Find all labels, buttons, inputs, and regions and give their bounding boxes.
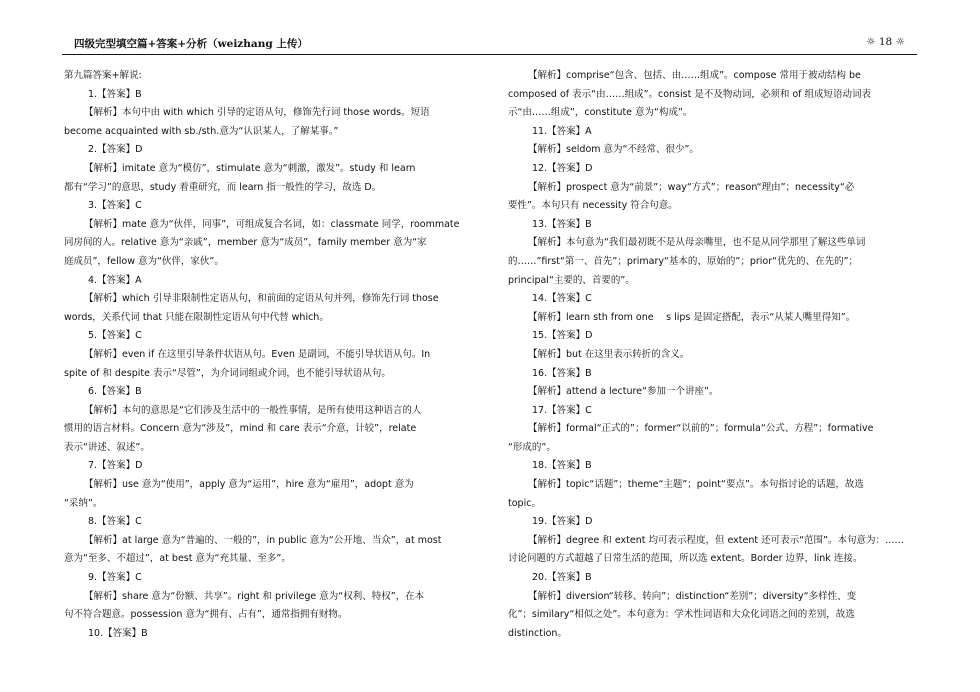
text-line: 【解析】formal“正式的”；former“以前的”；formula“公式、方程”；formative	[528, 423, 874, 435]
text-line: 同房间的人。relative 意为“亲戚”，member 意为“成员”，family member 意为“家	[64, 237, 427, 249]
text-line: 14.【答案】C	[532, 293, 592, 305]
text-line: 讨论问题的方式超越了日常生活的范围，所以选 extent。Border 边界，link 连接。	[508, 553, 863, 565]
right-column	[508, 67, 916, 643]
text-line: 【解析】seldom 意为“不经常、很少”。	[528, 144, 699, 156]
text-line: 【解析】degree 和 extent 均可表示程度，但 extent 还可表示“范围”。本句意为：……	[528, 534, 904, 546]
text-line: 都有“学习”的意思，study 着重研究，而 learn 指一般性的学习，故选 D。	[64, 181, 382, 193]
text-line: 【解析】topic“话题”；theme“主题”；point“要点”。本句指讨论的话题，故选	[528, 479, 864, 491]
text-line: 3.【答案】C	[88, 200, 142, 212]
text-line: 4.【答案】A	[88, 274, 142, 286]
text-line: words，关系代词 that 只能在限制性定语从句中代替 which。	[64, 311, 329, 323]
text-line: 13.【答案】B	[532, 218, 592, 230]
text-line: 【解析】本句中由 with which 引导的定语从句，修饰先行词 those words。短语	[84, 107, 430, 119]
text-line: 第九篇答案+解说:	[64, 70, 142, 81]
text-line: topic。	[508, 497, 541, 509]
text-line: 【解析】本句的意思是“它们涉及生活中的一般性事情，是所有使用这种语言的人	[84, 404, 422, 416]
text-line: 【解析】which 引导非限制性定语从句，和前面的定语从句并列，修饰先行词 those	[84, 293, 439, 305]
text-line: 1.【答案】B	[88, 88, 142, 100]
text-line: 示“由……组成”，constitute 意为“构成”。	[508, 107, 693, 119]
text-line: 5.【答案】C	[88, 330, 142, 342]
text-line: 意为“至多、不超过”，at best 意为“充其量、至多”。	[64, 553, 291, 565]
text-line: 【解析】comprise“包含、包括、由……组成”。compose 常用于被动结构 be	[528, 70, 861, 81]
text-line: 9.【答案】C	[88, 572, 142, 584]
text-line: 表示“讲述、叙述”。	[64, 441, 150, 453]
text-line: 8.【答案】C	[88, 516, 142, 528]
page-header	[62, 34, 917, 54]
page-number: ☼ 18 ☼	[866, 36, 905, 48]
text-line: 【解析】share 意为“份额、共享”。right 和 privilege 意为“权利、特权”，在本	[84, 590, 425, 602]
text-line: 15.【答案】D	[532, 330, 593, 342]
text-line: 【解析】learn sth from one s lips 是固定搭配，表示“从某人嘴里得知”。	[528, 311, 856, 323]
text-line: 要性”。本句只有 necessity 符合句意。	[508, 200, 678, 212]
text-line: 【解析】at large 意为“普遍的、一般的”，in public 意为“公开地、当众”，at most	[84, 534, 442, 546]
text-line: 20.【答案】B	[532, 572, 592, 584]
header-rule	[62, 54, 917, 55]
text-line: 庭成员”，fellow 意为“伙伴，家伙”。	[64, 255, 224, 267]
text-line: 【解析】mate 意为“伙伴，同事”，可组成复合名词，如：classmate 同学，roommate	[84, 218, 460, 230]
text-line: 12.【答案】D	[532, 162, 593, 174]
text-line: 【解析】but 在这里表示转折的含义。	[528, 348, 690, 360]
text-line: composed of 表示“由……组成”。consist 是不及物动词，必须和 of 组成短语动词表	[508, 88, 872, 100]
text-line: 19.【答案】D	[532, 516, 593, 528]
text-line: 2.【答案】D	[88, 144, 143, 156]
text-line: become acquainted with sb./sth.意为“认识某人，了解某事。”	[64, 125, 339, 137]
text-line: 18.【答案】B	[532, 460, 592, 472]
text-line: 【解析】diversion“转移、转向”；distinction“差别”；diversity“多样性、变	[528, 590, 857, 602]
text-line: 惯用的语言材料。Concern 意为“涉及”，mind 和 care 表示“介意，计较”，relate	[64, 423, 417, 435]
text-line: “形成的”。	[508, 441, 556, 453]
left-column	[64, 67, 472, 643]
text-line: 【解析】prospect 意为“前景”；way“方式”；reason“理由”；necessity“必	[528, 181, 855, 193]
text-line: distinction。	[508, 627, 567, 639]
text-line: “采纳”。	[64, 497, 103, 509]
text-line: 11.【答案】A	[532, 125, 592, 137]
text-line: 7.【答案】D	[88, 460, 143, 472]
text-line: 句不符合题意。possession 意为“拥有、占有”，通常指拥有财物。	[64, 609, 348, 621]
text-line: 的……”first“第一、首先”；primary“基本的、原始的”；prior“优先的、在先的”；	[508, 255, 858, 267]
text-line: 6.【答案】B	[88, 386, 142, 398]
text-line: 10.【答案】B	[88, 627, 148, 639]
text-line: spite of 和 despite 表示“尽管”，为介词词组或介词，也不能引导状语从句。	[64, 367, 391, 379]
text-line: 化”；similary“相似之处”。本句意为：学术性词语和大众化词语之间的差别，故选	[508, 609, 855, 621]
text-line: 17.【答案】C	[532, 404, 592, 416]
header-title: 四级完型填空篇+答案+分析（weizhang 上传）	[74, 38, 308, 50]
text-line: 【解析】even if 在这里引导条件状语从句。Even 是副词，不能引导状语从句。In	[84, 348, 431, 360]
text-line: 【解析】use 意为“使用”，apply 意为“运用”，hire 意为“雇用”，adopt 意为	[84, 479, 414, 491]
text-line: principal“主要的、首要的”。	[508, 274, 635, 286]
text-line: 【解析】attend a lecture“参加一个讲座”。	[528, 386, 719, 398]
text-line: 【解析】imitate 意为“模仿”，stimulate 意为“刺激，激发”。study 和 learn	[84, 162, 416, 174]
text-line: 【解析】本句意为“我们最初既不是从母亲嘴里，也不是从同学那里了解这些单词	[528, 237, 866, 249]
text-line: 16.【答案】B	[532, 367, 592, 379]
